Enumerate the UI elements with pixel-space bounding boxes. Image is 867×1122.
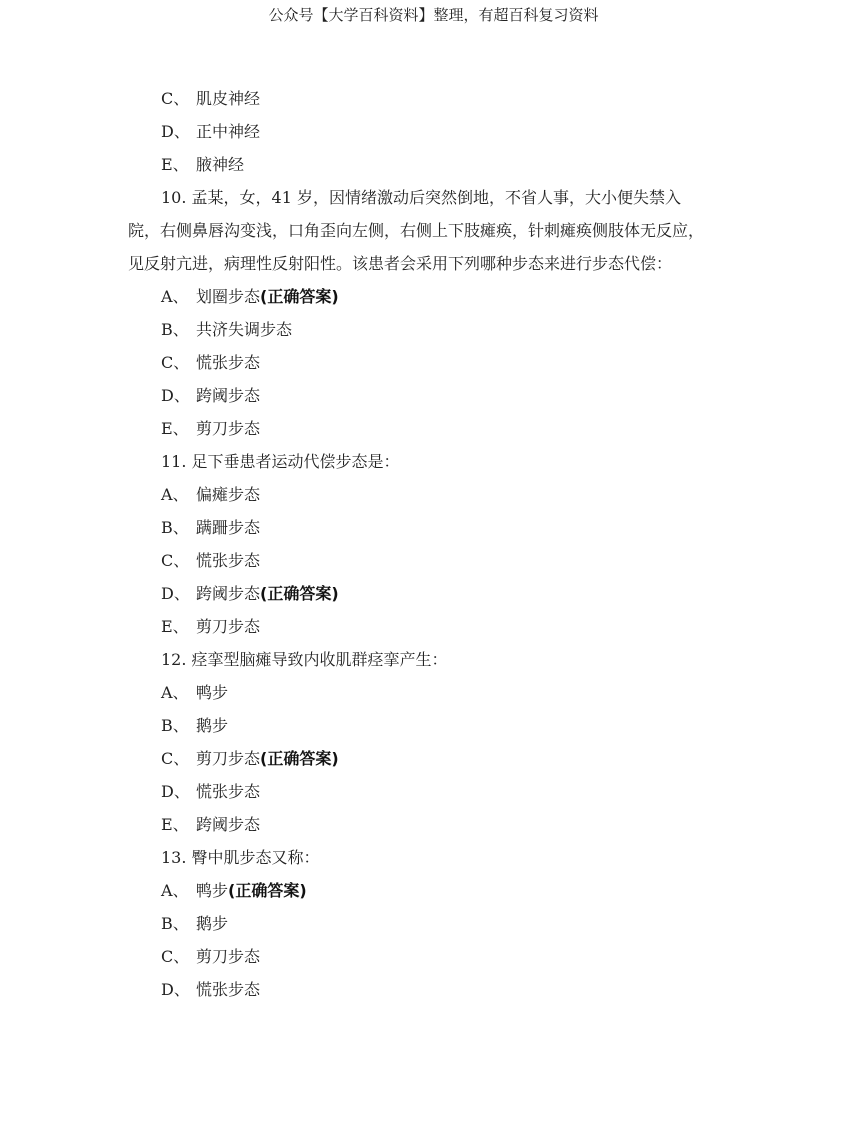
- option-letter: B、: [161, 914, 189, 933]
- option-row: [0, 349, 867, 382]
- option-text: 跨阈步态(正确答案): [196, 584, 339, 603]
- option-letter: D、: [161, 584, 190, 603]
- option-row: [0, 712, 867, 745]
- option-row: [0, 613, 867, 646]
- option-letter: C、: [161, 947, 190, 966]
- option-row: [0, 316, 867, 349]
- question-list: [0, 85, 867, 1009]
- question-stem: [0, 844, 867, 877]
- option-row: [0, 382, 867, 415]
- option-row: [0, 943, 867, 976]
- question-10-line-3: 见反射亢进，病理性反射阳性。该患者会采用下列哪种步态来进行步态代偿：: [128, 254, 673, 273]
- option-letter: A、: [161, 485, 189, 504]
- option-letter: C、: [161, 551, 190, 570]
- option-text: 划圈步态(正确答案): [196, 287, 339, 306]
- option-row: [0, 679, 867, 712]
- option-text: 腋神经: [196, 155, 245, 174]
- option-text: 鹅步: [196, 716, 229, 735]
- option-text: 正中神经: [196, 122, 261, 141]
- option-row: [0, 151, 867, 184]
- question-stem: [0, 448, 867, 481]
- option-row: [0, 580, 867, 613]
- option-text: 慌张步态: [196, 551, 261, 570]
- question-11-stem: 11. 足下垂患者运动代偿步态是：: [161, 452, 400, 471]
- option-row: [0, 415, 867, 448]
- option-letter: A、: [161, 683, 189, 702]
- option-row: [0, 85, 867, 118]
- question-stem: [0, 646, 867, 679]
- option-row: [0, 118, 867, 151]
- question-13-stem: 13. 臀中肌步态又称：: [161, 848, 320, 867]
- correct-answer-marker: (正确答案): [260, 584, 339, 603]
- option-row: [0, 778, 867, 811]
- option-text: 肌皮神经: [196, 89, 261, 108]
- correct-answer-marker: (正确答案): [228, 881, 307, 900]
- option-letter: B、: [161, 518, 189, 537]
- option-row: [0, 877, 867, 910]
- option-text: 偏瘫步态: [196, 485, 261, 504]
- option-text: 剪刀步态: [196, 947, 261, 966]
- correct-answer-marker: (正确答案): [260, 287, 339, 306]
- question-10-line-2: 院，右侧鼻唇沟变浅，口角歪向左侧，右侧上下肢瘫痪，针刺瘫痪侧肢体无反应，: [128, 221, 705, 240]
- question-stem-continuation: [0, 250, 867, 283]
- option-row: [0, 547, 867, 580]
- page-header: 公众号【大学百科资料】整理，有超百科复习资料: [268, 6, 599, 24]
- correct-answer-marker: (正确答案): [260, 749, 339, 768]
- option-letter: D、: [161, 386, 190, 405]
- option-text: 共济失调步态: [196, 320, 293, 339]
- option-text: 跨阈步态: [196, 386, 261, 405]
- option-row: [0, 514, 867, 547]
- option-letter: A、: [161, 881, 189, 900]
- question-10-line-1: 10. 孟某，女，41 岁，因情绪激动后突然倒地，不省人事，大小便失禁入: [161, 188, 681, 207]
- option-text: 蹒跚步态: [196, 518, 261, 537]
- option-text: 慌张步态: [196, 353, 261, 372]
- option-letter: C、: [161, 353, 190, 372]
- option-text: 鸭步(正确答案): [196, 881, 307, 900]
- option-letter: E、: [161, 617, 189, 636]
- option-letter: D、: [161, 980, 190, 999]
- option-text: 剪刀步态(正确答案): [196, 749, 339, 768]
- option-row: [0, 283, 867, 316]
- option-text: 慌张步态: [196, 782, 261, 801]
- question-stem: [0, 184, 867, 217]
- option-row: [0, 976, 867, 1009]
- option-row: [0, 811, 867, 844]
- option-text: 跨阈步态: [196, 815, 261, 834]
- option-letter: A、: [161, 287, 189, 306]
- option-letter: C、: [161, 89, 190, 108]
- option-row: [0, 481, 867, 514]
- option-text: 剪刀步态: [196, 617, 261, 636]
- question-12-stem: 12. 痉挛型脑瘫导致内收肌群痉挛产生：: [161, 650, 448, 669]
- option-text: 鸭步: [196, 683, 229, 702]
- option-letter: B、: [161, 320, 189, 339]
- option-letter: E、: [161, 815, 189, 834]
- option-text: 鹅步: [196, 914, 229, 933]
- option-letter: D、: [161, 122, 190, 141]
- option-row: [0, 910, 867, 943]
- question-stem-continuation: [0, 217, 867, 250]
- option-letter: E、: [161, 155, 189, 174]
- option-letter: B、: [161, 716, 189, 735]
- option-letter: D、: [161, 782, 190, 801]
- option-text: 剪刀步态: [196, 419, 261, 438]
- option-letter: E、: [161, 419, 189, 438]
- option-text: 慌张步态: [196, 980, 261, 999]
- option-row: [0, 745, 867, 778]
- option-letter: C、: [161, 749, 190, 768]
